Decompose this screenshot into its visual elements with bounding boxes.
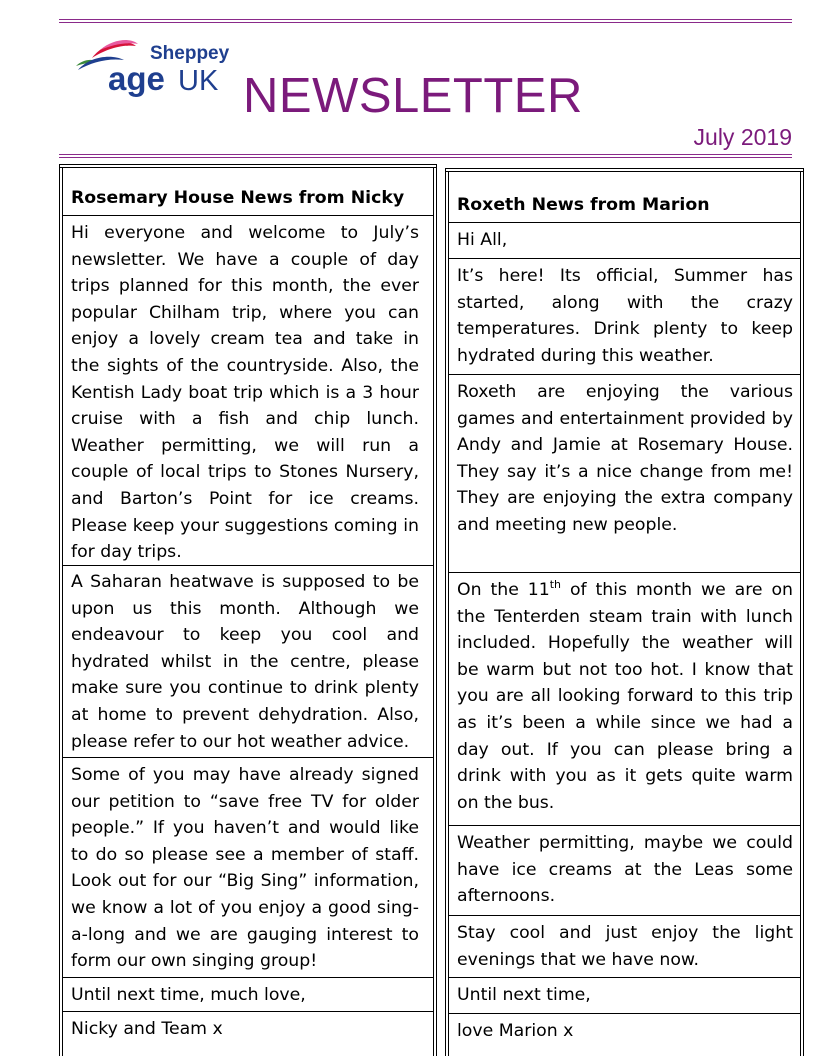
left-paragraph-1: Hi everyone and welcome to July’s newsletter. We have a couple of day trips planned for this month, the ever popular Chilham trip, where you can enjoy a lovely cream tea and take in the sights of the countryside. Also, the Kentish Lady boat trip which is a 3 hour cruise with a fish and chip lunch. Weather permitting, we will run a couple of local trips to Stones Nursery, and Barton’s Point for ice creams. Please keep your suggestions coming in for day trips. [71, 223, 419, 563]
left-heading: Rosemary House News from Nicky [71, 188, 405, 208]
right-greeting: Hi All, [457, 230, 508, 250]
newsletter-title: NEWSLETTER [243, 69, 583, 123]
left-signature: Nicky and Team x [71, 1019, 223, 1039]
right-separator-3 [448, 374, 800, 375]
left-separator-3 [62, 757, 433, 758]
right-separator-8 [448, 1013, 800, 1014]
right-col-border-r1 [800, 171, 801, 1056]
right-col-border-l2 [448, 171, 449, 1056]
right-col-border-r2 [803, 168, 804, 1056]
logo-brand-word: age [108, 60, 165, 97]
trip-ordinal-suffix: th [549, 578, 562, 592]
age-uk-logo [74, 36, 234, 98]
right-separator-1 [448, 222, 800, 223]
left-col-top-border-2 [59, 167, 437, 168]
left-col-top-border [59, 164, 437, 165]
logo-brand-suffix: UK [178, 65, 219, 97]
left-signoff: Until next time, much love, [71, 985, 306, 1005]
right-col-border-l1 [445, 168, 446, 1056]
top-rule-2 [59, 22, 792, 23]
left-separator-2 [62, 565, 433, 566]
left-col-border-l2 [62, 167, 63, 1056]
left-col-border-r2 [436, 164, 437, 1056]
left-separator-4 [62, 977, 433, 978]
top-rule [59, 19, 792, 20]
right-paragraph-trip [457, 577, 793, 816]
right-separator-2 [448, 258, 800, 259]
issue-date: July 2019 [693, 124, 792, 150]
right-heading: Roxeth News from Marion [457, 195, 710, 215]
right-col-top-border-2 [445, 171, 804, 172]
right-paragraph-2: Roxeth are enjoying the various games and entertainment provided by Andy and Jamie at Rosemary House. They say it’s a nice change from me! They are enjoying the extra company and meeting new people. [457, 382, 793, 535]
left-separator-5 [62, 1011, 433, 1012]
trip-text-rest: of this month we are on the Tenterden steam train with lunch included. Hopefully the weather will be warm but not too hot. I know that you are all looking forward to this trip as it’s been a while since we had a day out. If you can please bring a drink with you as it gets quite warm on the bus. [457, 580, 793, 813]
right-separator-4 [448, 572, 800, 573]
right-separator-5 [448, 825, 800, 826]
left-col-border-l1 [59, 164, 60, 1056]
left-col-border-r1 [433, 167, 434, 1056]
right-separator-6 [448, 915, 800, 916]
right-paragraph-1: It’s here! Its official, Summer has started, along with the crazy temperatures. Drink plenty to keep hydrated during this weather. [457, 266, 793, 366]
left-separator-1 [62, 215, 433, 216]
left-paragraph-2: A Saharan heatwave is supposed to be upon us this month. Although we endeavour to keep you cool and hydrated whilst in the centre, please make sure you continue to drink plenty at home to prevent dehydration. Also, please refer to our hot weather advice. [71, 572, 419, 752]
right-signature: love Marion x [457, 1021, 574, 1041]
trip-text-start: On the 11 [457, 580, 550, 600]
right-paragraph-3: Weather permitting, maybe we could have ice creams at the Leas some afternoons. [457, 833, 793, 907]
right-separator-7 [448, 977, 800, 978]
right-paragraph-4: Stay cool and just enjoy the light evenings that we have now. [457, 923, 793, 970]
right-col-top-border [445, 168, 804, 169]
left-paragraph-3: Some of you may have already signed our petition to “save free TV for older people.” If you haven’t and would like to do so please see a member of staff. Look out for our “Big Sing” information, we know a lot of you enjoy a good sing-a-long and we are gauging interest to form our own singing group! [71, 765, 419, 972]
logo-top-word: Sheppey [150, 43, 230, 64]
header-bottom-rule [59, 154, 792, 155]
right-signoff: Until next time, [457, 985, 591, 1005]
header-bottom-rule-2 [59, 157, 792, 158]
